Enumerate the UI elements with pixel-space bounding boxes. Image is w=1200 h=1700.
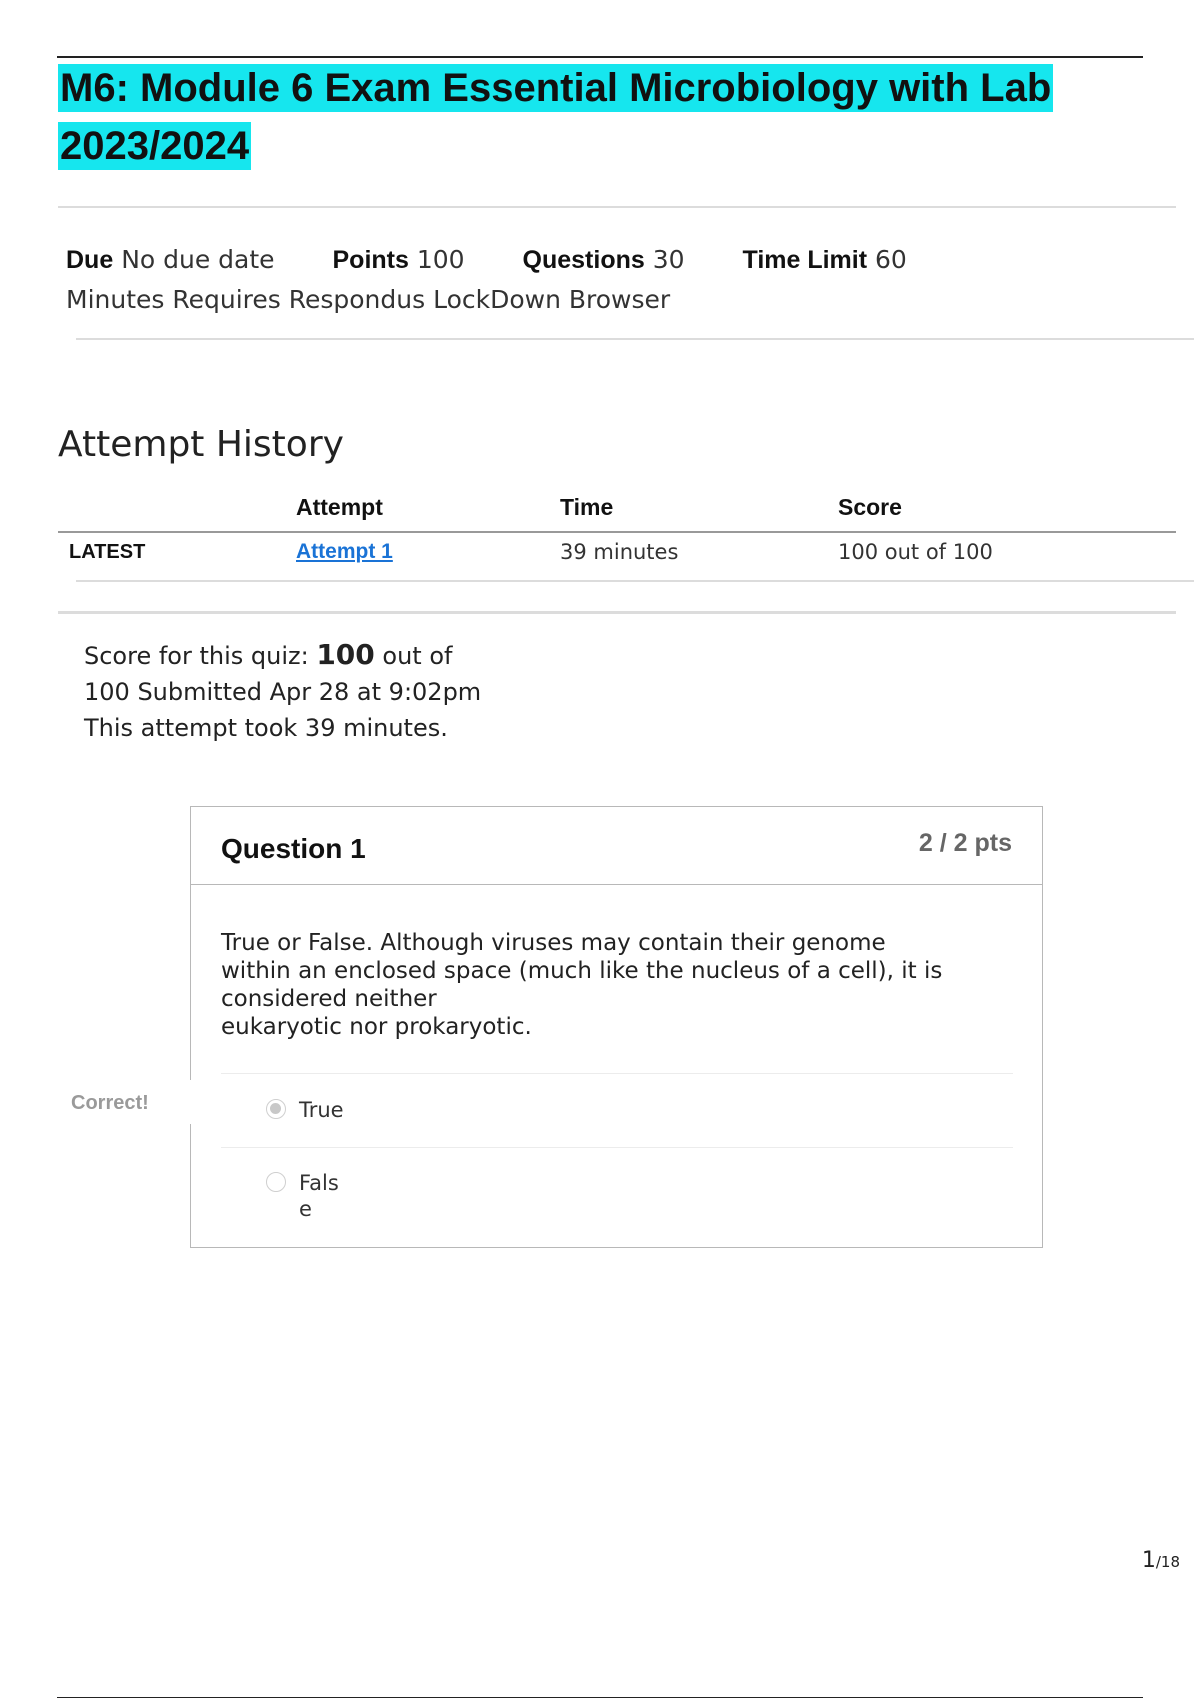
time-limit-label: Time Limit (742, 246, 868, 274)
time-limit-value: 60 (875, 245, 907, 274)
title-divider (58, 206, 1176, 208)
latest-tag: LATEST (69, 541, 146, 563)
col-header-attempt: Attempt (296, 494, 383, 520)
due-value: No due date (121, 245, 275, 274)
score-suffix: out of 100 Submitted Apr 28 at 9:02pm (84, 642, 482, 706)
radio-false[interactable] (266, 1172, 286, 1192)
attempt-duration: This attempt took 39 minutes. (84, 714, 448, 742)
meta-divider (76, 338, 1194, 340)
page-total: /18 (1155, 1553, 1180, 1571)
question-text-line: considered neither (221, 986, 437, 1012)
score-value: 100 (316, 638, 375, 671)
correct-feedback: Correct! (71, 1092, 149, 1114)
question-title: Question 1 (221, 833, 366, 864)
points-value: 100 (416, 245, 465, 274)
page-current: 1 (1141, 1548, 1156, 1573)
answers-divider (221, 1073, 1013, 1074)
question-text (221, 929, 1001, 1041)
attempt-1-link[interactable]: Attempt 1 (296, 540, 393, 563)
question-card (190, 806, 1043, 1248)
due-label: Due (66, 246, 114, 274)
correct-marker-gap (180, 1080, 194, 1124)
meta-continuation: Minutes Requires Respondus LockDown Browser (66, 285, 671, 314)
top-rule (57, 56, 1143, 58)
attempt-score: 100 out of 100 (838, 540, 993, 564)
points-label: Points (332, 246, 409, 274)
questions-value: 30 (652, 245, 685, 274)
questions-label: Questions (522, 246, 645, 274)
question-header (191, 807, 1042, 885)
page-title-line-1: M6: Module 6 Exam Essential Microbiology with Lab (60, 66, 1052, 110)
option-divider (221, 1147, 1013, 1148)
attempt-history-heading: Attempt History (58, 424, 344, 465)
question-text-line: True or False. Although viruses may contain their genome (221, 930, 886, 956)
col-header-time: Time (560, 494, 614, 520)
col-header-score: Score (838, 494, 902, 520)
page-title-line-2: 2023/2024 (60, 124, 250, 168)
question-points: 2 / 2 pts (918, 829, 1012, 857)
attempt-time: 39 minutes (560, 540, 679, 564)
answer-label-false: False (299, 1171, 339, 1221)
score-prefix: Score for this quiz: (84, 642, 317, 670)
answer-label-true: True (299, 1098, 344, 1122)
score-summary (84, 637, 504, 746)
table-bottom-rule (76, 580, 1194, 582)
question-text-line: within an enclosed space (much like the nucleus of a cell), it is (221, 958, 943, 984)
bottom-rule (57, 1697, 1143, 1698)
quiz-meta (66, 240, 1066, 320)
section-divider (58, 611, 1176, 614)
question-text-line: eukaryotic nor prokaryotic. (221, 1014, 532, 1040)
table-header-divider (58, 531, 1176, 533)
radio-true[interactable] (266, 1099, 286, 1119)
page-number (1142, 1548, 1180, 1573)
